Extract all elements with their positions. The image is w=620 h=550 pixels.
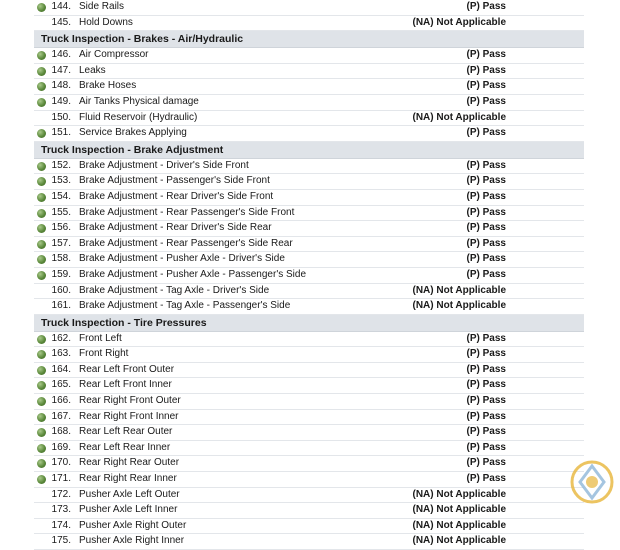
item-label: Brake Adjustment - Rear Driver's Side Front xyxy=(79,190,274,202)
inspection-row xyxy=(34,534,584,550)
item-number: 154. xyxy=(51,190,71,202)
item-label: Air Compressor xyxy=(79,49,149,61)
item-status: (P) Pass xyxy=(466,379,506,391)
item-number: 175. xyxy=(51,535,71,547)
item-status: (P) Pass xyxy=(466,348,506,360)
item-label: Front Left xyxy=(79,332,122,344)
item-number: 146. xyxy=(51,49,71,61)
item-label: Service Brakes Applying xyxy=(79,127,187,139)
item-label: Rear Right Rear Outer xyxy=(79,457,180,469)
inspection-row xyxy=(34,441,584,457)
inspection-row xyxy=(34,425,584,441)
item-number: 171. xyxy=(51,473,71,485)
inspection-row xyxy=(34,503,584,519)
item-label: Leaks xyxy=(79,64,106,76)
item-label: Rear Right Front Outer xyxy=(79,395,181,407)
inspection-row xyxy=(34,519,584,535)
inspection-row xyxy=(34,363,584,379)
item-label: Brake Hoses xyxy=(79,80,137,92)
inspection-row xyxy=(34,190,584,206)
item-status: (P) Pass xyxy=(466,441,506,453)
inspection-row xyxy=(34,159,584,175)
inspection-row xyxy=(34,252,584,268)
item-status: (P) Pass xyxy=(466,253,506,265)
inspection-report xyxy=(34,0,584,550)
item-label: Fluid Reservoir (Hydraulic) xyxy=(79,111,198,123)
item-status: (P) Pass xyxy=(466,190,506,202)
item-status: (NA) Not Applicable xyxy=(412,504,506,516)
item-number: 174. xyxy=(51,519,71,531)
item-status: (P) Pass xyxy=(466,457,506,469)
item-label: Rear Left Rear Inner xyxy=(79,441,171,453)
item-status: (NA) Not Applicable xyxy=(412,535,506,547)
item-number: 152. xyxy=(51,159,71,171)
inspection-row xyxy=(34,378,584,394)
item-status: (NA) Not Applicable xyxy=(412,111,506,123)
item-number: 145. xyxy=(51,16,71,28)
item-number: 155. xyxy=(51,206,71,218)
item-status: (P) Pass xyxy=(466,127,506,139)
item-label: Brake Adjustment - Pusher Axle - Driver's Side xyxy=(79,253,285,265)
item-status: (P) Pass xyxy=(466,49,506,61)
inspection-row xyxy=(34,16,584,32)
item-status: (P) Pass xyxy=(466,410,506,422)
item-status: (P) Pass xyxy=(466,473,506,485)
item-label: Side Rails xyxy=(79,1,125,12)
item-status: (NA) Not Applicable xyxy=(412,284,506,296)
inspection-row xyxy=(34,268,584,284)
item-number: 160. xyxy=(51,284,71,296)
inspection-row xyxy=(34,472,584,488)
item-label: Brake Adjustment - Tag Axle - Passenger's Side xyxy=(79,300,291,312)
item-status: (NA) Not Applicable xyxy=(412,488,506,500)
watermark-logo-icon xyxy=(570,460,614,504)
inspection-row xyxy=(34,299,584,315)
item-label: Brake Adjustment - Driver's Side Front xyxy=(79,159,249,171)
item-number: 148. xyxy=(51,80,71,92)
item-label: Pusher Axle Left Outer xyxy=(79,488,180,500)
item-status: (P) Pass xyxy=(466,363,506,375)
inspection-row xyxy=(34,284,584,300)
section-header: Truck Inspection - Tire Pressures xyxy=(34,315,584,332)
inspection-row xyxy=(34,79,584,95)
item-status: (P) Pass xyxy=(466,80,506,92)
item-label: Brake Adjustment - Rear Passenger's Side Front xyxy=(79,206,295,218)
item-label: Rear Left Rear Outer xyxy=(79,426,173,438)
item-status: (P) Pass xyxy=(466,222,506,234)
item-number: 163. xyxy=(51,348,71,360)
item-status: (NA) Not Applicable xyxy=(412,300,506,312)
item-number: 156. xyxy=(51,222,71,234)
inspection-row xyxy=(34,95,584,111)
item-label: Brake Adjustment - Rear Passenger's Side Rear xyxy=(79,237,293,249)
inspection-row xyxy=(34,394,584,410)
item-label: Brake Adjustment - Tag Axle - Driver's Side xyxy=(79,284,270,296)
item-number: 172. xyxy=(51,488,71,500)
item-status: (P) Pass xyxy=(466,159,506,171)
inspection-row xyxy=(34,0,584,16)
item-label: Brake Adjustment - Passenger's Side Front xyxy=(79,175,270,187)
item-status: (P) Pass xyxy=(466,1,506,12)
inspection-row xyxy=(34,126,584,142)
item-status: (P) Pass xyxy=(466,237,506,249)
item-number: 169. xyxy=(51,441,71,453)
item-status: (P) Pass xyxy=(466,95,506,107)
item-label: Pusher Axle Right Inner xyxy=(79,535,185,547)
inspection-row xyxy=(34,347,584,363)
item-number: 151. xyxy=(51,127,71,139)
inspection-row xyxy=(34,332,584,348)
item-label: Rear Right Front Inner xyxy=(79,410,179,422)
item-status: (NA) Not Applicable xyxy=(412,519,506,531)
item-number: 166. xyxy=(51,395,71,407)
item-label: Pusher Axle Left Inner xyxy=(79,504,178,516)
item-number: 158. xyxy=(51,253,71,265)
inspection-row xyxy=(34,221,584,237)
item-number: 147. xyxy=(51,64,71,76)
inspection-row xyxy=(34,410,584,426)
item-number: 161. xyxy=(51,300,71,312)
item-status: (P) Pass xyxy=(466,64,506,76)
item-status: (P) Pass xyxy=(466,268,506,280)
item-label: Front Right xyxy=(79,348,129,360)
inspection-row xyxy=(34,456,584,472)
item-label: Pusher Axle Right Outer xyxy=(79,519,187,531)
item-number: 168. xyxy=(51,426,71,438)
item-number: 149. xyxy=(51,95,71,107)
item-status: (P) Pass xyxy=(466,395,506,407)
section-header: Truck Inspection - Brake Adjustment xyxy=(34,142,584,159)
item-number: 157. xyxy=(51,237,71,249)
item-label: Rear Left Front Outer xyxy=(79,363,175,375)
item-number: 159. xyxy=(51,268,71,280)
item-status: (P) Pass xyxy=(466,332,506,344)
section-header: Truck Inspection - Brakes - Air/Hydraulic xyxy=(34,31,584,48)
inspection-row xyxy=(34,48,584,64)
item-status: (P) Pass xyxy=(466,175,506,187)
item-status: (P) Pass xyxy=(466,426,506,438)
item-number: 153. xyxy=(51,175,71,187)
inspection-row xyxy=(34,64,584,80)
item-number: 164. xyxy=(51,363,71,375)
item-label: Hold Downs xyxy=(79,16,133,28)
inspection-row xyxy=(34,174,584,190)
inspection-row xyxy=(34,111,584,127)
item-label: Air Tanks Physical damage xyxy=(79,95,199,107)
item-number: 170. xyxy=(51,457,71,469)
item-label: Brake Adjustment - Pusher Axle - Passenger's Side xyxy=(79,268,307,280)
item-status: (P) Pass xyxy=(466,206,506,218)
item-label: Rear Left Front Inner xyxy=(79,379,172,391)
item-label: Rear Right Rear Inner xyxy=(79,473,177,485)
item-status: (NA) Not Applicable xyxy=(412,16,506,28)
item-label: Brake Adjustment - Rear Driver's Side Rear xyxy=(79,222,272,234)
item-number: 162. xyxy=(51,332,71,344)
inspection-row xyxy=(34,488,584,504)
item-number: 173. xyxy=(51,504,71,516)
inspection-row xyxy=(34,206,584,222)
item-number: 144. xyxy=(51,1,71,12)
inspection-row xyxy=(34,237,584,253)
item-number: 165. xyxy=(51,379,71,391)
item-number: 150. xyxy=(51,111,71,123)
item-number: 167. xyxy=(51,410,71,422)
